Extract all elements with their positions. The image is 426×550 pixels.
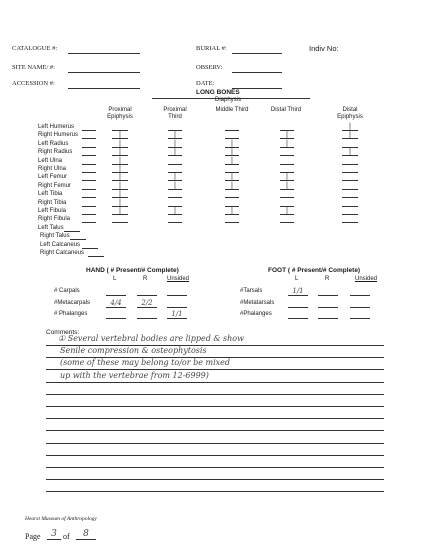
foot-value: 1/1	[292, 287, 304, 295]
foot-cell-1-2[interactable]	[350, 307, 370, 308]
hand-cell-0-2[interactable]	[167, 295, 187, 296]
bone-mark: |	[173, 130, 177, 140]
foot-cell-2-2[interactable]	[350, 318, 370, 319]
foot-cell-0-0[interactable]	[288, 295, 308, 296]
page-total: 8	[76, 529, 96, 540]
col-middle-third: Middle Third	[215, 107, 249, 113]
bone-cell-left-ulna-4[interactable]	[342, 164, 358, 165]
observ-field[interactable]	[232, 72, 282, 73]
hand-cell-0-1[interactable]	[137, 295, 157, 296]
bone-mark: |	[285, 172, 289, 182]
hand-value: 2/2	[141, 298, 153, 307]
bone-cell-left-fibula-4[interactable]	[342, 214, 358, 215]
long-bones-title: LONG BONES	[196, 89, 240, 96]
comment-text: ① Several vertebral bodies are lipped & show	[58, 334, 244, 343]
accession-label: ACCESSION #:	[12, 80, 55, 87]
bone-cell-right-fibula-2[interactable]	[225, 222, 239, 223]
bone-row-label-right-talus: Right Talus	[40, 233, 70, 240]
page-label: Page	[25, 532, 41, 541]
bone-row-blank[interactable]	[82, 172, 96, 173]
hand-cell-1-1[interactable]	[137, 307, 157, 308]
bone-row-label-right-ulna: Right Ulna	[38, 166, 67, 172]
bone-mark: |	[348, 130, 352, 140]
bone-mark: |	[230, 155, 234, 165]
page-number: 3	[47, 529, 61, 540]
bone-mark: |	[173, 147, 177, 157]
bone-mark: |	[230, 180, 234, 190]
foot-row--metatarsals: #Metatarsals	[240, 299, 275, 306]
bone-row-label-right-radius: Right Radius	[38, 149, 73, 156]
bone-row-label-left-calcaneus: Left Calcaneus	[40, 241, 81, 248]
bone-mark: |	[230, 147, 234, 157]
bone-row-label-right-femur: Right Femur	[38, 182, 72, 189]
indiv-label: Indiv No:	[309, 44, 339, 53]
bone-mark: |	[285, 138, 289, 148]
observ-label: OBSERV:	[196, 64, 223, 71]
bone-mark: |	[118, 138, 122, 148]
bone-cell-right-talus[interactable]	[70, 239, 86, 240]
comment-rule	[46, 418, 384, 419]
comment-text: up with the vertebrae from 12-6999)	[60, 370, 209, 380]
date-label: DATE:	[196, 80, 215, 87]
foot-row--phalanges: #Phalanges	[240, 311, 272, 317]
burial-field[interactable]	[232, 53, 282, 54]
bone-row-blank[interactable]	[82, 138, 96, 139]
hand-col-r: R	[143, 276, 148, 282]
bone-mark: |	[173, 172, 177, 182]
bone-mark: |	[118, 180, 122, 190]
bone-cell-left-talus[interactable]	[64, 231, 80, 232]
bone-row-label-right-calcaneus: Right Calcaneus	[40, 250, 85, 256]
bone-row-blank[interactable]	[82, 222, 96, 223]
comments-label: Comments:	[46, 329, 80, 336]
accession-field[interactable]	[68, 88, 140, 89]
bone-row-blank[interactable]	[82, 164, 96, 165]
foot-col-unsided: Unsided	[355, 276, 378, 282]
bone-mark: |	[118, 189, 122, 199]
bone-cell-left-ulna-3[interactable]	[280, 164, 294, 165]
hand-row--carpals: # Carpals	[54, 288, 80, 294]
bone-row-blank[interactable]	[82, 130, 96, 131]
comment-rule	[46, 430, 384, 431]
foot-row--tarsals: #Tarsals	[240, 288, 263, 294]
bone-row-blank[interactable]	[82, 206, 96, 207]
bone-cell-left-calcaneus[interactable]	[82, 248, 98, 249]
of-label: of	[63, 532, 70, 541]
bone-mark: |	[230, 138, 234, 148]
hand-col-l: L	[113, 276, 117, 282]
comment-rule	[46, 479, 384, 480]
bone-mark: |	[173, 206, 177, 215]
comment-rule	[46, 406, 384, 407]
bone-mark: |	[285, 130, 289, 140]
hand-row--metacarpals: #Metacarpals	[54, 299, 91, 306]
bone-cell-right-fibula-4[interactable]	[342, 222, 358, 223]
foot-cell-1-0[interactable]	[288, 307, 308, 308]
bone-row-label-left-femur: Left Femur	[38, 174, 68, 181]
col-distal-third: Distal Third	[270, 107, 302, 113]
foot-cell-1-1[interactable]	[318, 307, 338, 308]
comment-rule	[46, 382, 384, 383]
bone-mark: |	[118, 206, 122, 215]
foot-cell-2-1[interactable]	[318, 318, 338, 319]
foot-title: FOOT ( # Present/# Complete)	[268, 267, 361, 274]
bone-cell-right-fibula-3[interactable]	[280, 222, 294, 223]
bone-mark: |	[348, 147, 352, 157]
comment-text: Senile compression & osteophytosis	[60, 346, 207, 356]
foot-col-r: R	[325, 276, 330, 282]
bone-cell-left-tibia-4[interactable]	[342, 197, 358, 198]
bone-row-blank[interactable]	[82, 189, 96, 190]
bone-mark: |	[230, 172, 234, 182]
foot-cell-0-2[interactable]	[350, 295, 370, 296]
bone-row-blank[interactable]	[82, 197, 96, 198]
diaphysis-label: Diaphysis	[215, 97, 242, 103]
bone-cell-left-tibia-2[interactable]	[225, 197, 239, 198]
bone-cell-left-femur-4[interactable]	[342, 180, 358, 181]
bone-mark: |	[118, 172, 122, 182]
bone-cell-right-ulna-4[interactable]	[342, 172, 358, 173]
col-proximal-third: Proximal Third	[163, 107, 187, 120]
bone-row-label-left-ulna: Left Ulna	[38, 157, 63, 164]
bone-mark: |	[230, 206, 234, 215]
bone-mark: |	[173, 138, 177, 148]
col-distal-epiphysis: Distal Epiphysis	[337, 107, 363, 120]
bone-cell-right-femur-4[interactable]	[342, 189, 358, 190]
bone-row-blank[interactable]	[82, 180, 96, 181]
bone-row-blank[interactable]	[82, 147, 96, 148]
bone-row-label-left-humerus: Left Humerus	[38, 124, 75, 130]
hand-cell-1-2[interactable]	[167, 307, 187, 308]
bone-mark: |	[118, 130, 122, 140]
bone-mark: |	[118, 147, 122, 157]
bone-mark: |	[285, 206, 289, 215]
hand-cell-1-0[interactable]	[106, 307, 126, 308]
bone-mark: |	[285, 180, 289, 190]
foot-col-l: L	[295, 276, 299, 282]
catalogue-field[interactable]	[68, 53, 140, 54]
bone-row-label-right-tibia: Right Tibia	[38, 199, 67, 206]
bone-cell-right-calcaneus[interactable]	[88, 256, 104, 257]
hand-title: HAND ( # Present/# Complete)	[86, 267, 179, 274]
bone-cell-left-tibia-3[interactable]	[280, 197, 294, 198]
hand-value: 1/1	[171, 310, 183, 318]
bone-mark: |	[173, 180, 177, 190]
bone-row-label-left-fibula: Left Fibula	[38, 208, 67, 214]
bone-cell-left-humerus-2[interactable]	[225, 130, 239, 131]
bone-mark: |	[118, 197, 122, 207]
hand-cell-0-0[interactable]	[106, 295, 126, 296]
comment-rule	[46, 467, 384, 468]
bone-cell-right-fibula-1[interactable]	[168, 222, 182, 223]
hand-row--phalanges: # Phalanges	[54, 311, 88, 317]
hand-col-unsided: Unsided	[167, 276, 190, 282]
institution-name: Hearst Museum of Anthropology	[25, 516, 97, 522]
bone-cell-left-tibia-1[interactable]	[168, 197, 182, 198]
hand-cell-2-2[interactable]	[167, 318, 187, 319]
bone-row-label-left-radius: Left Radius	[38, 140, 69, 147]
comment-text: (some of these may belong to/or be mixed	[60, 358, 230, 368]
foot-cell-0-1[interactable]	[318, 295, 338, 296]
comment-rule	[46, 443, 384, 444]
bone-row-label-left-talus: Left Talus	[38, 224, 64, 231]
comment-rule	[46, 455, 384, 456]
col-proximal-epiphysis: Proximal Epiphysis	[107, 107, 133, 120]
bone-cell-right-tibia-4[interactable]	[342, 206, 358, 207]
hand-cell-2-1[interactable]	[137, 318, 157, 319]
bone-cell-right-radius-3[interactable]	[280, 155, 294, 156]
bone-row-blank[interactable]	[82, 155, 96, 156]
comment-rule	[46, 394, 384, 395]
bone-mark: |	[118, 155, 122, 165]
bone-row-label-right-fibula: Right Fibula	[38, 216, 71, 223]
catalogue-label: CATALOGUE #:	[12, 45, 58, 52]
bone-mark: |	[118, 164, 122, 173]
bone-cell-right-fibula-0[interactable]	[112, 222, 128, 223]
bone-row-blank[interactable]	[82, 214, 96, 215]
hand-cell-2-0[interactable]	[106, 318, 126, 319]
bone-row-label-left-tibia: Left Tibia	[38, 191, 63, 198]
site-field[interactable]	[68, 72, 140, 73]
burial-label: BURIAL #:	[196, 45, 227, 52]
hand-value: 4/4	[110, 298, 122, 307]
bone-row-label-right-humerus: Right Humerus	[38, 132, 79, 139]
bone-mark: |	[348, 122, 352, 131]
site-label: SITE NAME/ #:	[12, 64, 55, 71]
foot-cell-2-0[interactable]	[288, 318, 308, 319]
comment-rule	[46, 491, 384, 492]
bone-cell-left-ulna-1[interactable]	[168, 164, 182, 165]
